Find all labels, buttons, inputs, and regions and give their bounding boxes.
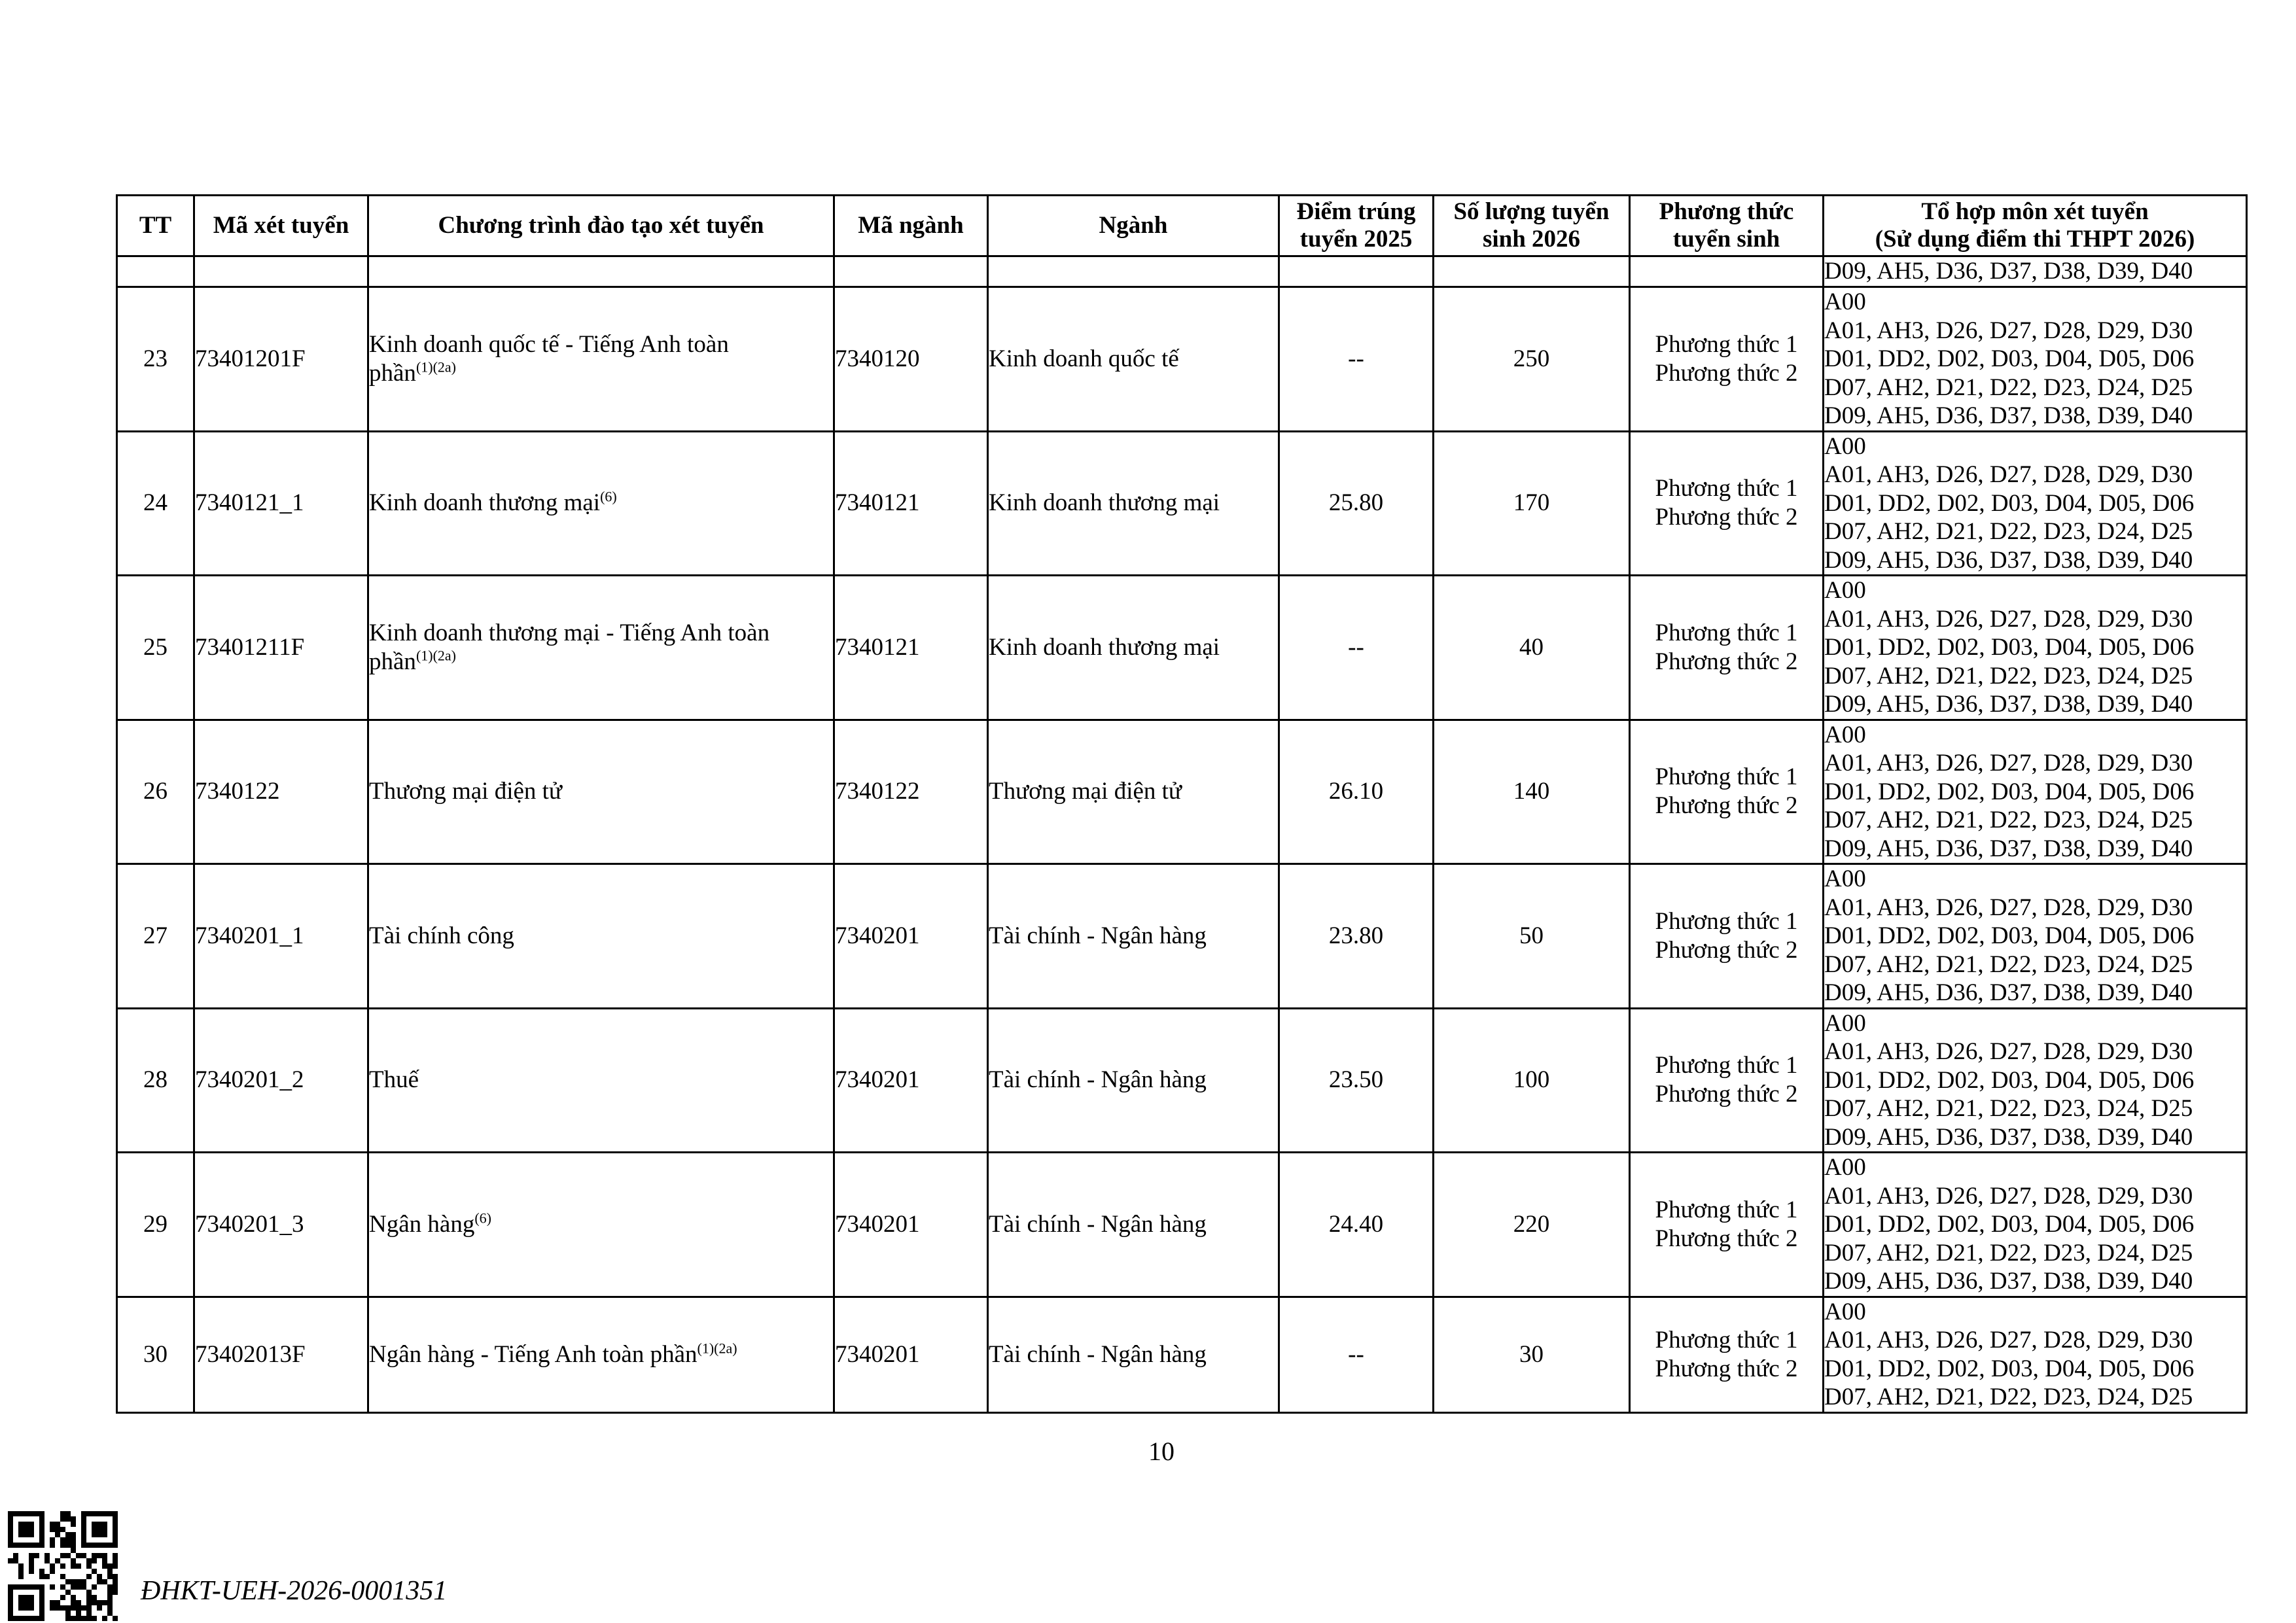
table-cell [1279, 256, 1434, 287]
row-tt: 25 [117, 576, 194, 720]
table-cell [834, 256, 988, 287]
row-tt: 29 [117, 1153, 194, 1297]
row-quota: 100 [1434, 1008, 1630, 1153]
continuation-row [117, 256, 2247, 287]
header-tt: TT [117, 196, 194, 256]
document-code: ĐHKT-UEH-2026-0001351 [141, 1576, 448, 1606]
combo-line: D07, AH2, D21, D22, D23, D24, D25 [1824, 518, 2193, 545]
row-combos [1824, 720, 2247, 864]
combo-line: D07, AH2, D21, D22, D23, D24, D25 [1824, 1384, 2193, 1410]
combo-line: A00 [1824, 577, 1866, 604]
header-diem-trung-tuyen [1279, 196, 1434, 256]
header-phuong-thuc-l1: Phương thức [1659, 198, 1794, 225]
row-methods [1630, 720, 1824, 864]
header-phuong-thuc [1630, 196, 1824, 256]
header-so-luong-l2: sinh 2026 [1482, 226, 1581, 253]
row-program [368, 720, 834, 864]
method-2: Phương thức 2 [1655, 936, 1798, 964]
combo-line: A00 [1824, 1298, 1866, 1325]
table-cell [117, 256, 194, 287]
row-quota: 140 [1434, 720, 1630, 864]
header-ma-nganh: Mã ngành [834, 196, 988, 256]
row-code: 7340201_3 [194, 1153, 368, 1297]
row-major: Kinh doanh thương mại [988, 576, 1279, 720]
row-major-code: 7340201 [834, 1153, 988, 1297]
method-1: Phương thức 1 [1655, 619, 1798, 646]
combo-line: A01, AH3, D26, D27, D28, D29, D30 [1824, 1182, 2193, 1210]
method-2: Phương thức 2 [1655, 1225, 1798, 1252]
row-methods [1630, 1008, 1824, 1153]
row-major-code: 7340201 [834, 864, 988, 1009]
method-1: Phương thức 1 [1655, 1052, 1798, 1079]
combo-line: D07, AH2, D21, D22, D23, D24, D25 [1824, 951, 2193, 978]
row-methods [1630, 1297, 1824, 1412]
row-quota: 30 [1434, 1297, 1630, 1412]
combo-line: D07, AH2, D21, D22, D23, D24, D25 [1824, 1095, 2193, 1122]
row-score: 23.80 [1279, 864, 1434, 1009]
method-1: Phương thức 1 [1655, 907, 1798, 935]
method-1: Phương thức 1 [1655, 763, 1798, 791]
row-program [368, 864, 834, 1009]
combo-line: D01, DD2, D02, D03, D04, D05, D06 [1824, 778, 2195, 805]
row-code: 7340201_1 [194, 864, 368, 1009]
method-2: Phương thức 2 [1655, 648, 1798, 675]
combo-line: A00 [1824, 721, 1866, 748]
row-major-code: 7340121 [834, 431, 988, 576]
method-2: Phương thức 2 [1655, 359, 1798, 387]
program-text: Thuế [369, 1066, 419, 1094]
program-text-line2: phần [369, 648, 416, 675]
combo-line: D07, AH2, D21, D22, D23, D24, D25 [1824, 1239, 2193, 1266]
row-major-code: 7340121 [834, 576, 988, 720]
combo-line: A01, AH3, D26, D27, D28, D29, D30 [1824, 1038, 2193, 1065]
header-so-luong-l1: Số lượng tuyển [1453, 198, 1610, 225]
table-cell [368, 256, 834, 287]
program-footnote: (1)(2a) [697, 1340, 737, 1357]
combo-line: D09, AH5, D36, D37, D38, D39, D40 [1824, 835, 2193, 862]
combo-line: D09, AH5, D36, D37, D38, D39, D40 [1824, 979, 2193, 1006]
combo-line: D07, AH2, D21, D22, D23, D24, D25 [1824, 374, 2193, 401]
method-1: Phương thức 1 [1655, 1326, 1798, 1353]
program-text: Kinh doanh quốc tế - Tiếng Anh toàn [369, 330, 729, 358]
program-text: Kinh doanh thương mại - Tiếng Anh toàn [369, 619, 770, 646]
table-cell [194, 256, 368, 287]
header-nganh: Ngành [988, 196, 1279, 256]
row-code: 7340201_2 [194, 1008, 368, 1153]
row-code: 7340121_1 [194, 431, 368, 576]
table-row [117, 1008, 2247, 1153]
row-combos [1824, 431, 2247, 576]
method-2: Phương thức 2 [1655, 792, 1798, 820]
header-diem-l2: tuyển 2025 [1299, 226, 1413, 253]
combo-line: A00 [1824, 865, 1866, 892]
row-combos [1824, 864, 2247, 1009]
header-phuong-thuc-l2: tuyển sinh [1672, 226, 1780, 253]
row-score: -- [1279, 287, 1434, 432]
row-major: Kinh doanh quốc tế [988, 287, 1279, 432]
program-text-line2: phần [369, 359, 416, 387]
method-2: Phương thức 2 [1655, 1355, 1798, 1382]
table-cell [988, 256, 1279, 287]
row-score: 24.40 [1279, 1153, 1434, 1297]
program-footnote: (6) [600, 488, 617, 505]
header-ma-xet-tuyen: Mã xét tuyển [194, 196, 368, 256]
row-score: 26.10 [1279, 720, 1434, 864]
combo-line: A01, AH3, D26, D27, D28, D29, D30 [1824, 605, 2193, 633]
row-methods [1630, 864, 1824, 1009]
row-major: Tài chính - Ngân hàng [988, 1008, 1279, 1153]
combo-line: A00 [1824, 288, 1866, 315]
row-score: -- [1279, 576, 1434, 720]
row-methods [1630, 431, 1824, 576]
combo-line: D01, DD2, D02, D03, D04, D05, D06 [1824, 1066, 2195, 1094]
combo-line: D09, AH5, D36, D37, D38, D39, D40 [1824, 691, 2193, 718]
combo-line: D09, AH5, D36, D37, D38, D39, D40 [1824, 546, 2193, 574]
combo-line: A01, AH3, D26, D27, D28, D29, D30 [1824, 750, 2193, 777]
row-program [368, 1008, 834, 1153]
row-code: 73401211F [194, 576, 368, 720]
row-methods [1630, 576, 1824, 720]
combo-line: D07, AH2, D21, D22, D23, D24, D25 [1824, 662, 2193, 689]
row-code: 73402013F [194, 1297, 368, 1412]
row-combos [1824, 287, 2247, 432]
qr-code-icon [8, 1511, 118, 1621]
combo-line: D07, AH2, D21, D22, D23, D24, D25 [1824, 807, 2193, 833]
row-combos [1824, 1153, 2247, 1297]
row-combos [1824, 576, 2247, 720]
row-program [368, 431, 834, 576]
row-tt: 28 [117, 1008, 194, 1153]
combo-line: D09, AH5, D36, D37, D38, D39, D40 [1824, 402, 2193, 429]
combo-line: A00 [1824, 1009, 1866, 1037]
row-score: -- [1279, 1297, 1434, 1412]
table-row [117, 864, 2247, 1009]
method-2: Phương thức 2 [1655, 504, 1798, 531]
program-text: Ngân hàng - Tiếng Anh toàn phần [369, 1340, 698, 1368]
row-quota: 250 [1434, 287, 1630, 432]
header-chuong-trinh: Chương trình đào tạo xét tuyển [368, 196, 834, 256]
program-text: Tài chính công [369, 922, 514, 949]
method-1: Phương thức 1 [1655, 330, 1798, 358]
combo-line: A00 [1824, 432, 1866, 460]
row-major-code: 7340120 [834, 287, 988, 432]
combo-line: D09, AH5, D36, D37, D38, D39, D40 [1824, 1268, 2193, 1295]
header-diem-l1: Điểm trúng [1296, 198, 1416, 225]
row-tt: 24 [117, 431, 194, 576]
combo-line: A00 [1824, 1154, 1866, 1181]
admission-table [116, 194, 2248, 1414]
combo-line: A01, AH3, D26, D27, D28, D29, D30 [1824, 1327, 2193, 1353]
program-footnote: (6) [474, 1210, 491, 1227]
row-program [368, 576, 834, 720]
row-tt: 30 [117, 1297, 194, 1412]
combo-line: D01, DD2, D02, D03, D04, D05, D06 [1824, 1355, 2195, 1382]
row-major: Tài chính - Ngân hàng [988, 864, 1279, 1009]
row-methods [1630, 1153, 1824, 1297]
combo-line: D01, DD2, D02, D03, D04, D05, D06 [1824, 489, 2195, 517]
row-code: 7340122 [194, 720, 368, 864]
row-code: 73401201F [194, 287, 368, 432]
row-combos [1824, 1297, 2247, 1412]
row-major: Tài chính - Ngân hàng [988, 1153, 1279, 1297]
row-quota: 170 [1434, 431, 1630, 576]
continuation-combo: D09, AH5, D36, D37, D38, D39, D40 [1824, 256, 2247, 287]
row-quota: 50 [1434, 864, 1630, 1009]
table-cell [1630, 256, 1824, 287]
row-combos [1824, 1008, 2247, 1153]
combo-line: D01, DD2, D02, D03, D04, D05, D06 [1824, 634, 2195, 661]
header-to-hop [1824, 196, 2247, 256]
table-body [117, 256, 2247, 1413]
table-row [117, 1297, 2247, 1412]
table-row [117, 720, 2247, 864]
program-footnote: (1)(2a) [415, 358, 457, 375]
row-major: Tài chính - Ngân hàng [988, 1297, 1279, 1412]
combo-line: D01, DD2, D02, D03, D04, D05, D06 [1824, 345, 2195, 372]
combo-line: A01, AH3, D26, D27, D28, D29, D30 [1824, 894, 2193, 921]
row-program [368, 1153, 834, 1297]
header-to-hop-l1: Tổ hợp môn xét tuyển [1921, 198, 2149, 225]
program-footnote: (1)(2a) [415, 647, 457, 664]
program-text: Thương mại điện tử [369, 778, 562, 805]
row-program [368, 1297, 834, 1412]
combo-line: D01, DD2, D02, D03, D04, D05, D06 [1824, 922, 2195, 949]
header-to-hop-l2: (Sử dụng điểm thi THPT 2026) [1875, 226, 2195, 253]
method-2: Phương thức 2 [1655, 1081, 1798, 1108]
row-major-code: 7340122 [834, 720, 988, 864]
header-so-luong [1434, 196, 1630, 256]
row-major-code: 7340201 [834, 1297, 988, 1412]
row-program [368, 287, 834, 432]
row-score: 23.50 [1279, 1008, 1434, 1153]
row-major: Thương mại điện tử [988, 720, 1279, 864]
table-cell [1434, 256, 1630, 287]
row-tt: 26 [117, 720, 194, 864]
combo-line: D01, DD2, D02, D03, D04, D05, D06 [1824, 1211, 2195, 1238]
combo-line: D09, AH5, D36, D37, D38, D39, D40 [1824, 1123, 2193, 1151]
table-row [117, 431, 2247, 576]
row-score: 25.80 [1279, 431, 1434, 576]
row-major-code: 7340201 [834, 1008, 988, 1153]
combo-line: A01, AH3, D26, D27, D28, D29, D30 [1824, 461, 2193, 488]
combo-line: A01, AH3, D26, D27, D28, D29, D30 [1824, 317, 2193, 344]
row-tt: 27 [117, 864, 194, 1009]
method-1: Phương thức 1 [1655, 1196, 1798, 1223]
program-text: Kinh doanh thương mại [369, 489, 601, 517]
row-major: Kinh doanh thương mại [988, 431, 1279, 576]
table-row [117, 287, 2247, 432]
row-tt: 23 [117, 287, 194, 432]
header-row [117, 196, 2247, 256]
page-number: 10 [1148, 1437, 1174, 1466]
table-row [117, 576, 2247, 720]
row-quota: 40 [1434, 576, 1630, 720]
method-1: Phương thức 1 [1655, 475, 1798, 502]
row-quota: 220 [1434, 1153, 1630, 1297]
row-methods [1630, 287, 1824, 432]
table-row [117, 1153, 2247, 1297]
program-text: Ngân hàng [369, 1210, 475, 1238]
